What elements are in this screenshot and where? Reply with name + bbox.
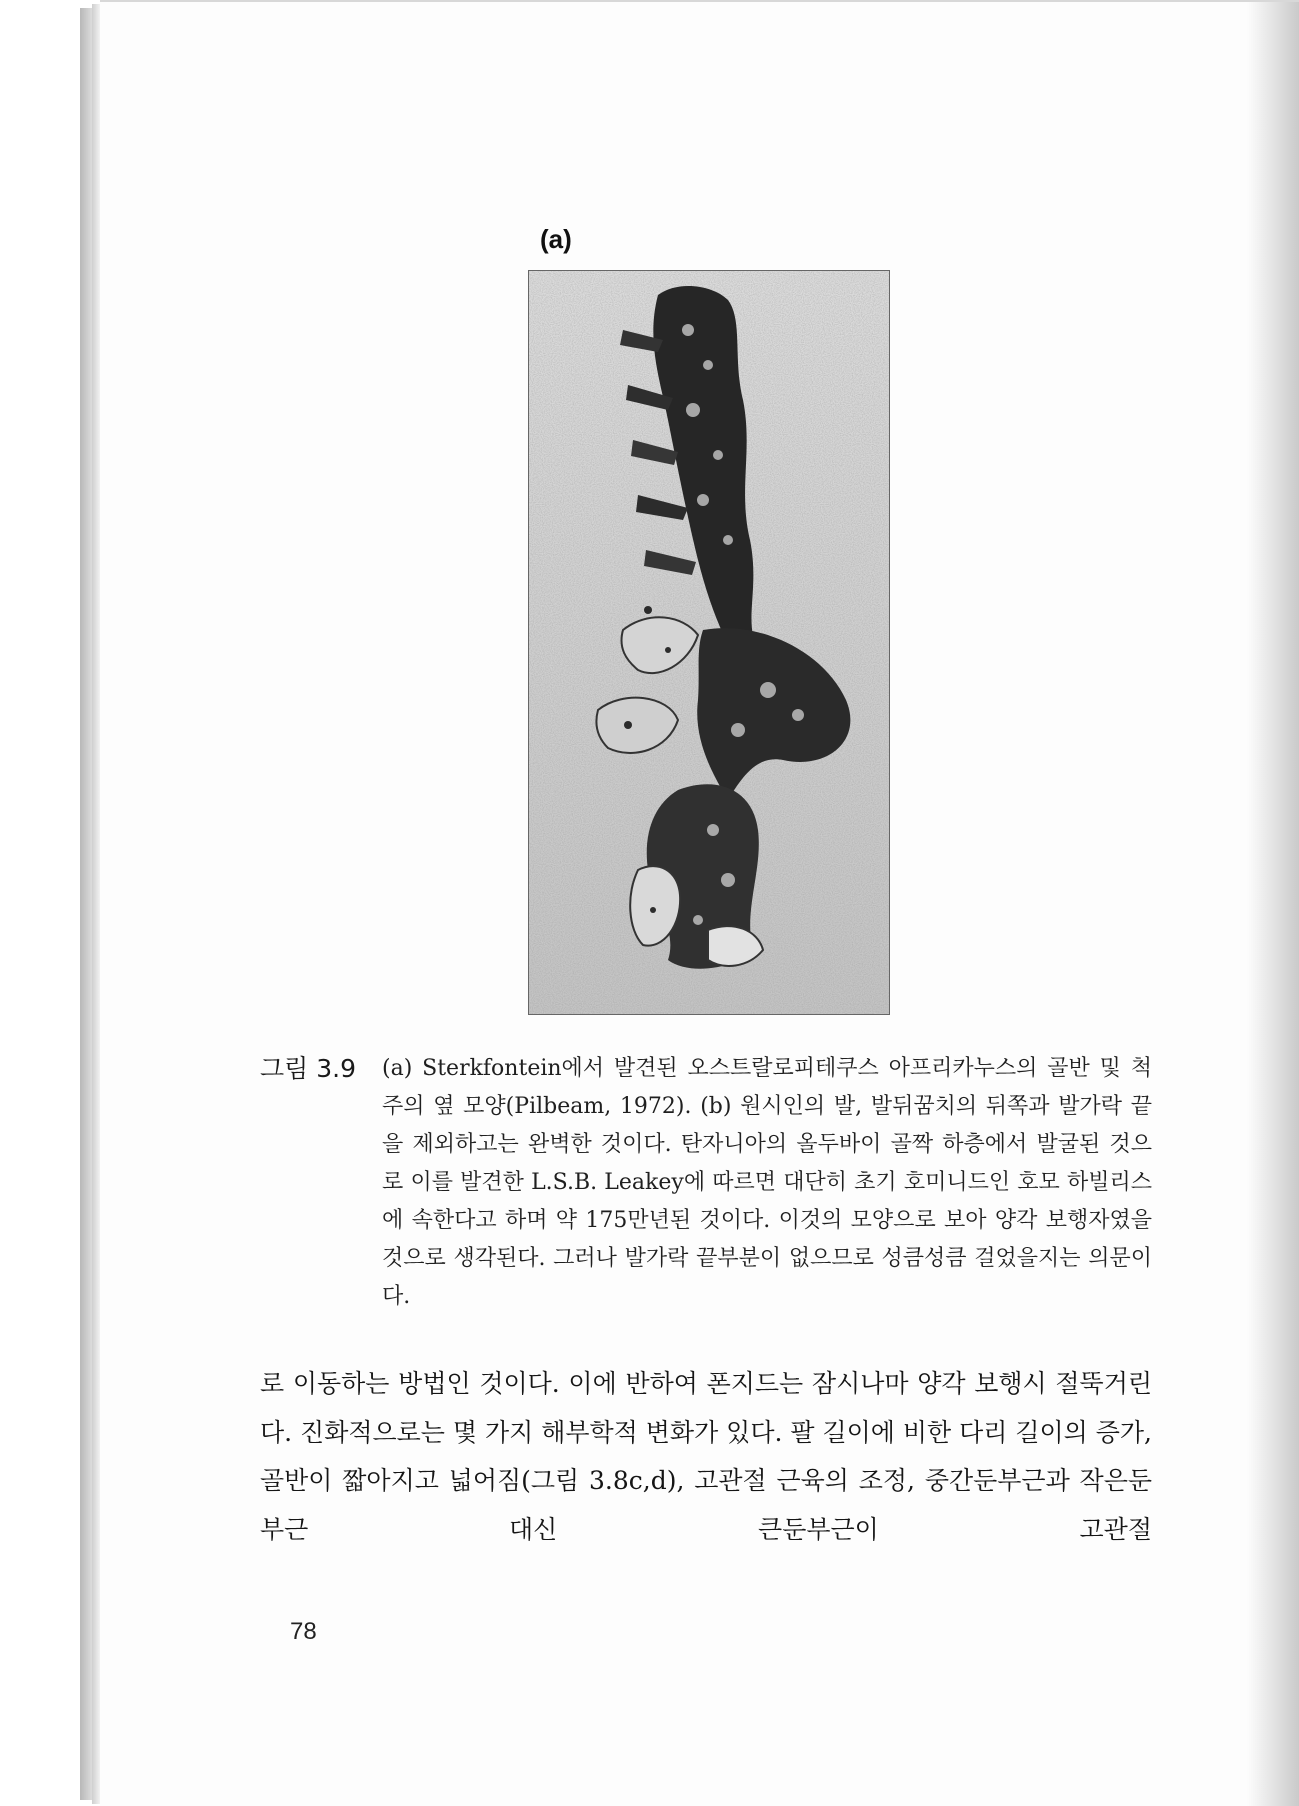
page-number: 78 [290,1618,317,1645]
body-paragraph: 로 이동하는 방법인 것이다. 이에 반하여 폰지드는 잠시나마 양각 보행시 절뚝거린다. 진화적으로는 몇 가지 해부학적 변화가 있다. 팔 길이에 비한 다리 길이의 증가, 골반이 짧아지고 넓어짐(그림 3.8c,d), 고관절 근육의 조정, 중간둔부근과 작은둔부근 대신 큰둔부근이 고관절 [260,1369,1153,1544]
book-edge [80,8,92,1800]
figure-caption: (a) Sterkfontein에서 발견된 오스트랄로피테쿠스 아프리카누스의 골반 및 척주의 옆 모양(Pilbeam, 1972). (b) 원시인의 발, 발뒤꿈치의 뒤쪽과 발가락 끝을 제외하고는 완벽한 것이다. 탄자니아의 올두바이 골짝 하층에서 발굴된 것으로 이를 발견한 L.S.B. Leakey에 따르면 대단히 초기 호미니드인 호모 하빌리스에 속한다고 하며 약 175만년된 것이다. 이것의 모양으로 보아 양각 보행자였을 것으로 생각된다. 그러나 발가락 끝부분이 없으므로 성큼성큼 걸었을지는 의문이다. [382,1056,1152,1309]
caption-number: 그림 3.9 [260,1054,357,1083]
book-edge-inner [92,4,100,1804]
fossil-photo [528,270,890,1015]
page-shadow [1247,2,1299,1806]
figure-label: (a) [540,224,572,254]
